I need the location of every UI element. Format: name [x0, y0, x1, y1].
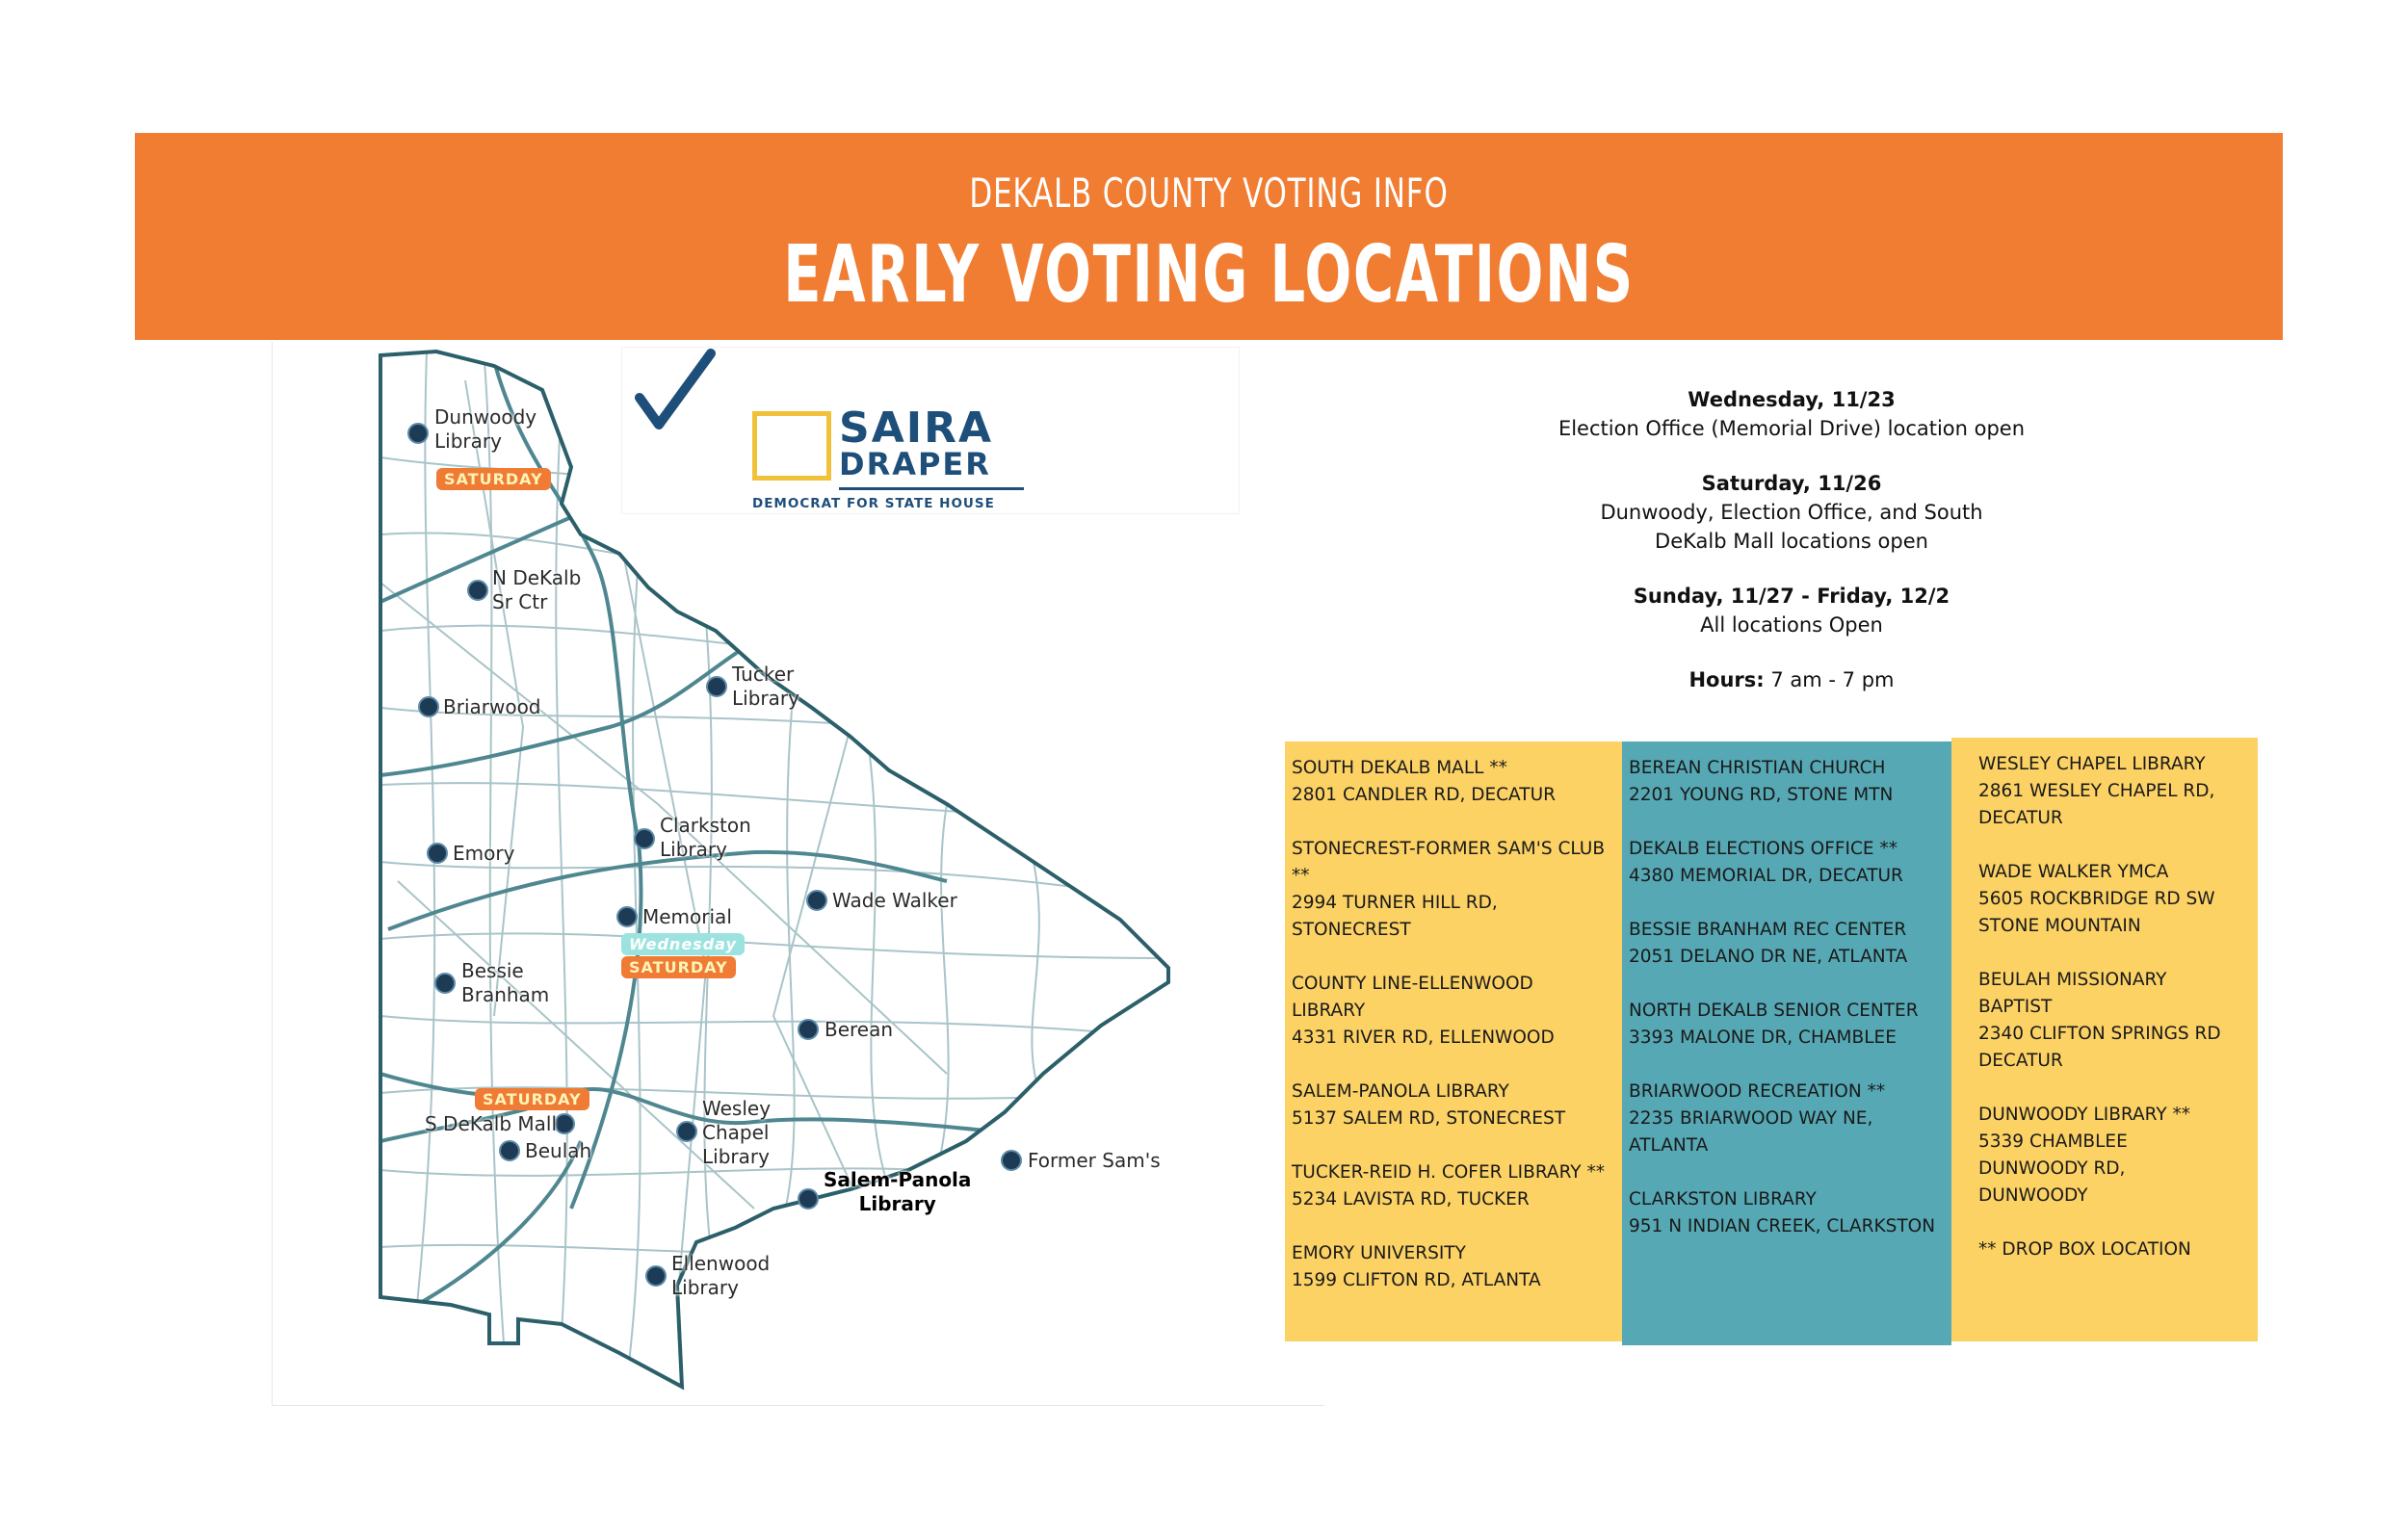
label-briarwood: Briarwood — [443, 695, 541, 718]
logo-rule — [839, 487, 1024, 490]
marker-briarwood[interactable] — [418, 696, 439, 717]
location-entry: BRIARWOOD RECREATION ** 2235 BRIARWOOD WAY NE, ATLANTA — [1629, 1081, 1886, 1156]
campaign-logo — [621, 347, 1240, 514]
tag-saturday-memorial: SATURDAY — [621, 956, 736, 978]
logo-name-last: DRAPER — [839, 446, 991, 482]
locations-column-3 — [1951, 738, 2258, 1341]
schedule-block-wednesday — [1445, 385, 2138, 443]
marker-emory[interactable] — [427, 843, 448, 864]
schedule-text: Dunwoody, Election Office, and South DeKalb Mall locations open — [1600, 501, 1983, 553]
schedule-day: Wednesday, 11/23 — [1688, 388, 1896, 411]
hours-label: Hours: — [1688, 668, 1765, 691]
header-subtitle: DEKALB COUNTY VOTING INFO — [969, 169, 1449, 217]
marker-wesley[interactable] — [676, 1121, 697, 1142]
marker-bessie[interactable] — [434, 973, 456, 994]
location-entry: BEREAN CHRISTIAN CHURCH 2201 YOUNG RD, STONE MTN — [1629, 758, 1894, 805]
marker-memorial[interactable] — [616, 906, 638, 927]
logo-box — [752, 411, 831, 481]
schedule-text: All locations Open — [1700, 613, 1883, 637]
tag-wednesday-memorial: Wednesday — [621, 933, 745, 955]
label-sdekalb: S DeKalb Mall — [425, 1112, 558, 1135]
tag-saturday-sdekalb: SATURDAY — [475, 1088, 589, 1110]
label-bessie: Bessie Branham — [461, 959, 550, 1006]
location-entry: BESSIE BRANHAM REC CENTER 2051 DELANO DR NE, ATLANTA — [1629, 920, 1908, 967]
location-entry: WESLEY CHAPEL LIBRARY 2861 WESLEY CHAPEL RD, DECATUR — [1978, 754, 2215, 828]
marker-ndekalb[interactable] — [467, 580, 488, 601]
label-beulah: Beulah — [525, 1139, 592, 1162]
marker-beulah[interactable] — [499, 1140, 520, 1161]
label-clarkston: Clarkston Library — [660, 814, 751, 861]
marker-formersams[interactable] — [1001, 1150, 1022, 1171]
marker-clarkston[interactable] — [634, 828, 655, 849]
marker-tucker[interactable] — [706, 676, 727, 697]
tag-saturday-dunwoody: SATURDAY — [436, 468, 551, 490]
drop-box-note: ** DROP BOX LOCATION — [1978, 1239, 2191, 1260]
marker-ellenwood[interactable] — [645, 1265, 667, 1287]
schedule-block-saturday — [1445, 469, 2138, 556]
location-entry: DUNWOODY LIBRARY ** 5339 CHAMBLEE DUNWOODY RD, DUNWOODY — [1978, 1105, 2191, 1206]
label-tucker: Tucker Library — [732, 663, 799, 710]
marker-wade[interactable] — [806, 890, 827, 911]
schedule-text: Election Office (Memorial Drive) location open — [1557, 417, 2026, 440]
location-entry: STONECREST-FORMER SAM'S CLUB ** 2994 TURNER HILL RD, STONECREST — [1292, 839, 1606, 940]
header-banner — [135, 133, 2283, 340]
header-title: EARLY VOTING LOCATIONS — [783, 229, 1635, 321]
location-entry: WADE WALKER YMCA 5605 ROCKBRIDGE RD SW STONE MOUNTAIN — [1978, 862, 2215, 936]
schedule — [1445, 385, 2138, 694]
label-ellenwood: Ellenwood Library — [671, 1252, 771, 1299]
location-entry: SOUTH DEKALB MALL ** 2801 CANDLER RD, DECATUR — [1292, 758, 1556, 805]
location-entry: CLARKSTON LIBRARY 951 N INDIAN CREEK, CLARKSTON — [1629, 1189, 1936, 1236]
location-entry: DEKALB ELECTIONS OFFICE ** 4380 MEMORIAL DR, DECATUR — [1629, 839, 1903, 886]
label-ndekalb: N DeKalb Sr Ctr — [492, 566, 582, 613]
locations-column-2 — [1622, 741, 1951, 1345]
schedule-block-hours — [1445, 665, 2138, 694]
schedule-day: Sunday, 11/27 - Friday, 12/2 — [1633, 585, 1950, 608]
logo-tagline: DEMOCRAT FOR STATE HOUSE — [752, 496, 995, 511]
location-entry: NORTH DEKALB SENIOR CENTER 3393 MALONE DR, CHAMBLEE — [1629, 1001, 1919, 1048]
checkmark-icon — [622, 348, 719, 434]
location-entry: TUCKER-REID H. COFER LIBRARY ** 5234 LAVISTA RD, TUCKER — [1292, 1162, 1605, 1210]
logo-name-first: SAIRA — [839, 403, 994, 453]
label-memorial: Memorial — [642, 905, 732, 928]
schedule-day: Saturday, 11/26 — [1701, 472, 1882, 495]
location-entry: EMORY UNIVERSITY 1599 CLIFTON RD, ATLANTA — [1292, 1243, 1541, 1290]
label-emory: Emory — [453, 842, 515, 865]
label-wesley: Wesley Chapel Library — [702, 1097, 772, 1168]
label-formersams: Former Sam's — [1028, 1149, 1161, 1172]
locations-column-1 — [1285, 741, 1622, 1341]
schedule-block-week — [1445, 582, 2138, 639]
location-entry: COUNTY LINE-ELLENWOOD LIBRARY 4331 RIVER RD, ELLENWOOD — [1292, 974, 1555, 1048]
location-entry: BEULAH MISSIONARY BAPTIST 2340 CLIFTON SPRINGS RD DECATUR — [1978, 970, 2221, 1071]
label-berean: Berean — [824, 1018, 894, 1041]
marker-dunwoody[interactable] — [407, 423, 429, 444]
marker-berean[interactable] — [798, 1019, 819, 1040]
location-entry: SALEM-PANOLA LIBRARY 5137 SALEM RD, STONECREST — [1292, 1081, 1566, 1129]
hours-text: 7 am - 7 pm — [1770, 668, 1895, 691]
county-map — [272, 342, 1324, 1406]
label-salem: Salem-Panola Library — [824, 1168, 972, 1215]
marker-salem[interactable] — [798, 1188, 819, 1210]
label-wade: Wade Walker — [832, 889, 957, 912]
marker-sdekalb[interactable] — [554, 1113, 575, 1134]
label-dunwoody: Dunwoody Library — [434, 405, 537, 453]
